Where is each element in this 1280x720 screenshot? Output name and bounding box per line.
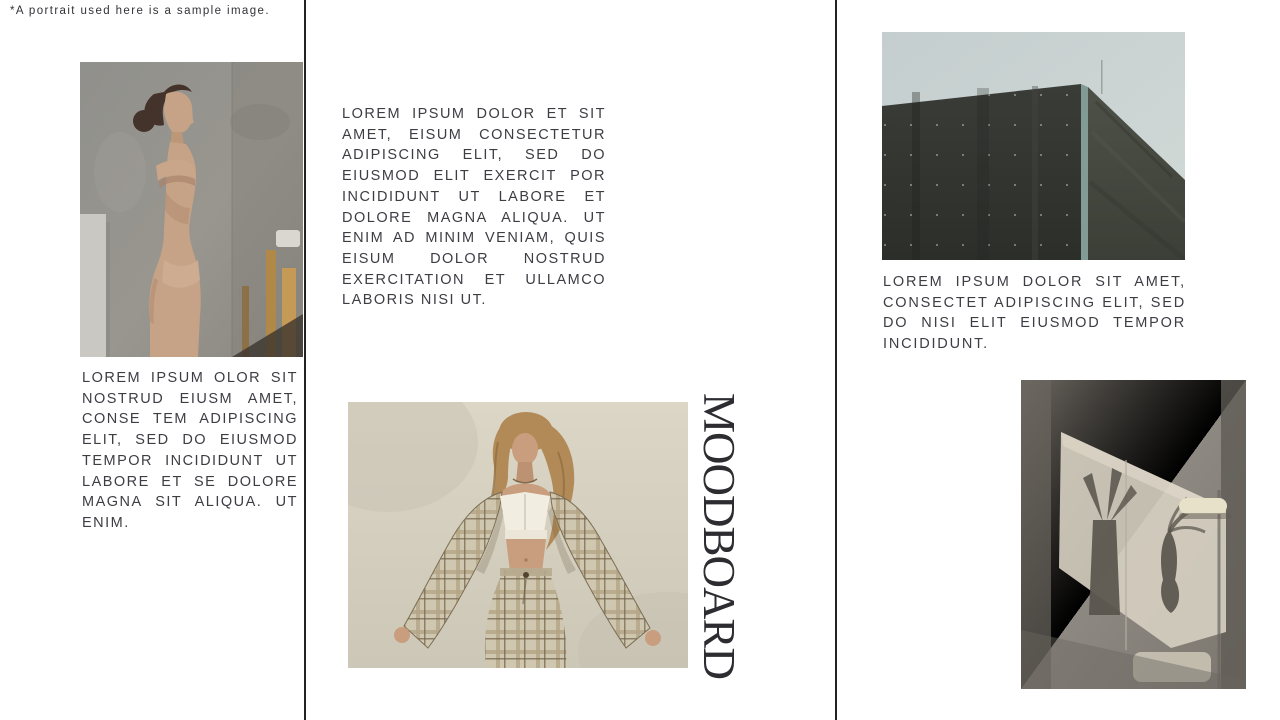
portrait-photo (80, 62, 303, 357)
column-divider-right (835, 0, 837, 720)
fashion-photo (348, 402, 688, 668)
shadow-photo (1021, 380, 1246, 689)
left-caption: LOREM IPSUM OLOR SIT NOSTRUD EIUSM AMET, CONSE TEM ADIPISCING ELIT, SED DO EIUSMOD TEMPOR INCIDIDUNT UT LABORE ET SE DOLORE MAGNA SIT ALIQUA. UT ENIM. (82, 370, 298, 531)
sample-image-note: *A portrait used here is a sample image. (10, 5, 270, 17)
building-photo (882, 32, 1185, 260)
shadow-photo-graphic (1021, 380, 1246, 689)
right-caption: LOREM IPSUM DOLOR SIT AMET, CONSECTET ADIPISCING ELIT, SED DO NISI ELIT EIUSMOD TEMPOR INCIDIDUNT. (883, 274, 1186, 353)
fashion-photo-graphic (348, 402, 688, 668)
portrait-photo-graphic (80, 62, 303, 357)
moodboard-title: MOODBOARD (694, 393, 744, 680)
middle-paragraph: LOREM IPSUM DOLOR ET SIT AMET, EISUM CONSECTETUR ADIPISCING ELIT, SED DO EIUSMOD ELIT EXERCIT POR INCIDIDUNT UT LABORE ET DOLORE MAGNA ALIQUA. UT ENIM AD MINIM VENIAM, QUIS EISUM DOLOR NOSTRUD EXERCITATION ET ULLAMCO LABORIS NISI UT. (342, 106, 606, 309)
building-photo-graphic (882, 32, 1185, 260)
column-divider-left (304, 0, 306, 720)
